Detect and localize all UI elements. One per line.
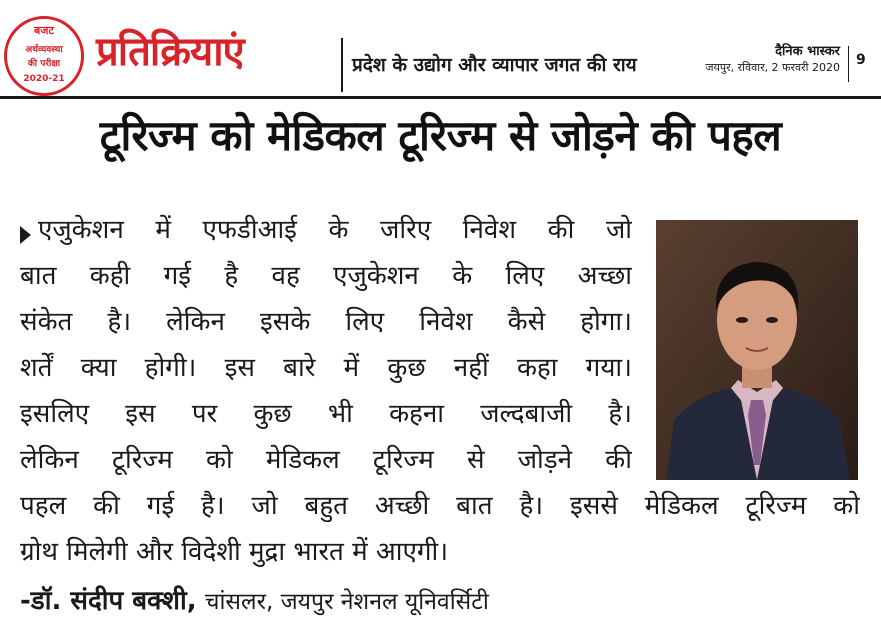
- article-headline: टूरिज्म को मेडिकल टूरिज्म से जोड़ने की पहल: [99, 111, 782, 160]
- article-byline: [20, 584, 489, 619]
- body-line: लेकिन टूरिज्म को मेडिकल टूरिज्म से जोड़ने की: [20, 445, 632, 475]
- byline-title: चांसलर, जयपुर नेशनल यूनिवर्सिटी: [204, 589, 489, 615]
- body-line: बात कही गई है वह एजुकेशन के लिए अच्छा: [20, 261, 632, 291]
- page-number-divider: [848, 46, 849, 82]
- newspaper-name: दैनिक भास्कर: [775, 44, 840, 59]
- section-tagline: प्रदेश के उद्योग और व्यापार जगत की राय: [352, 54, 637, 76]
- body-line: ग्रोथ मिलेगी और विदेशी मुद्रा भारत में आएगी।: [20, 537, 449, 567]
- body-line: इसलिए इस पर कुछ भी कहना जल्दबाजी है।: [20, 399, 632, 429]
- paragraph-marker-icon: [20, 226, 31, 244]
- masthead: [700, 44, 840, 76]
- body-line: शर्तें क्या होगी। इस बारे में कुछ नहीं कहा गया।: [20, 353, 632, 383]
- section-title: प्रतिक्रियाएं: [96, 29, 244, 75]
- page-header: [0, 0, 881, 96]
- header-divider: [341, 38, 343, 92]
- stamp-line-1: बजट: [34, 24, 54, 37]
- person-portrait-icon: [656, 220, 858, 480]
- body-line: एजुकेशन में एफडीआई के जरिए निवेश की जो: [38, 215, 632, 245]
- header-rule: [0, 96, 881, 99]
- stamp-line-4: 2020-21: [23, 74, 65, 84]
- stamp-line-3: की परीक्षा: [27, 59, 61, 69]
- body-line: संकेत है। लेकिन इसके लिए निवेश कैसे होगा।: [20, 307, 632, 337]
- byline-name: डॉ. संदीप बक्शी,: [30, 586, 197, 616]
- byline-dash: -: [20, 586, 31, 616]
- stamp-line-2: अर्थव्यवस्था: [25, 45, 63, 55]
- page-number: 9: [856, 52, 866, 68]
- dateline: जयपुर, रविवार, 2 फरवरी 2020: [705, 61, 840, 74]
- body-line: पहल की गई है। जो बहुत अच्छी बात है। इससे मेडिकल टूरिज्म को: [20, 491, 860, 521]
- budget-stamp-logo: [4, 16, 84, 96]
